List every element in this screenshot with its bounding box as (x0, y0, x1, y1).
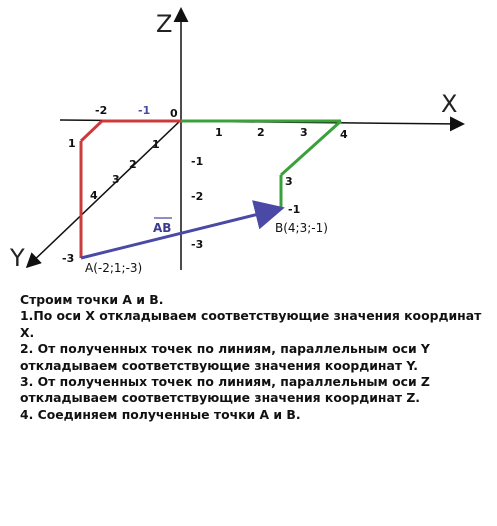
z-tick: -3 (191, 238, 204, 251)
point-a-label: A(-2;1;-3) (85, 261, 143, 275)
a-height-label: 1 (68, 137, 76, 150)
instructions-block (20, 292, 490, 423)
x-tick: -1 (138, 104, 151, 117)
x-tick: 4 (340, 128, 348, 141)
vector-ab (81, 209, 279, 258)
y-tick: 2 (129, 158, 137, 171)
z-tick: -2 (191, 190, 204, 203)
x-tick: 2 (257, 126, 265, 139)
b-depth-label: -1 (288, 203, 301, 216)
z-tick: -1 (191, 155, 204, 168)
point-a-y-segment (81, 121, 102, 141)
y-tick: 4 (90, 189, 98, 202)
point-b-label: B(4;3;-1) (275, 221, 328, 235)
instruction-line: 4. Соединяем полученные точки А и В. (20, 406, 301, 422)
z-axis-label: Z (156, 10, 173, 38)
origin-label: 0 (170, 107, 178, 120)
instruction-line: 1.По оси Х откладываем соответствующие значения координат Х. (20, 308, 482, 340)
vector-label: AB (153, 221, 172, 235)
b-height-label: 3 (285, 175, 293, 188)
instruction-line: 3. От полученных точек по линиям, параллельным оси Z откладываем соответствующие значения координат Z. (20, 374, 430, 406)
y-axis-label: Y (10, 244, 25, 272)
y-tick: 1 (152, 138, 160, 151)
x-tick: -2 (95, 104, 108, 117)
x-axis-label: X (441, 90, 458, 118)
x-tick: 3 (300, 126, 308, 139)
y-tick: 3 (112, 173, 120, 186)
point-b-y-segment (281, 121, 341, 175)
instruction-line: 2. От полученных точек по линиям, параллельным оси Y откладываем соответствующие значения координат Y. (20, 341, 430, 373)
x-tick: 1 (215, 126, 223, 139)
instruction-line: Строим точки А и В. (20, 292, 164, 307)
a-depth-label: -3 (62, 252, 75, 265)
